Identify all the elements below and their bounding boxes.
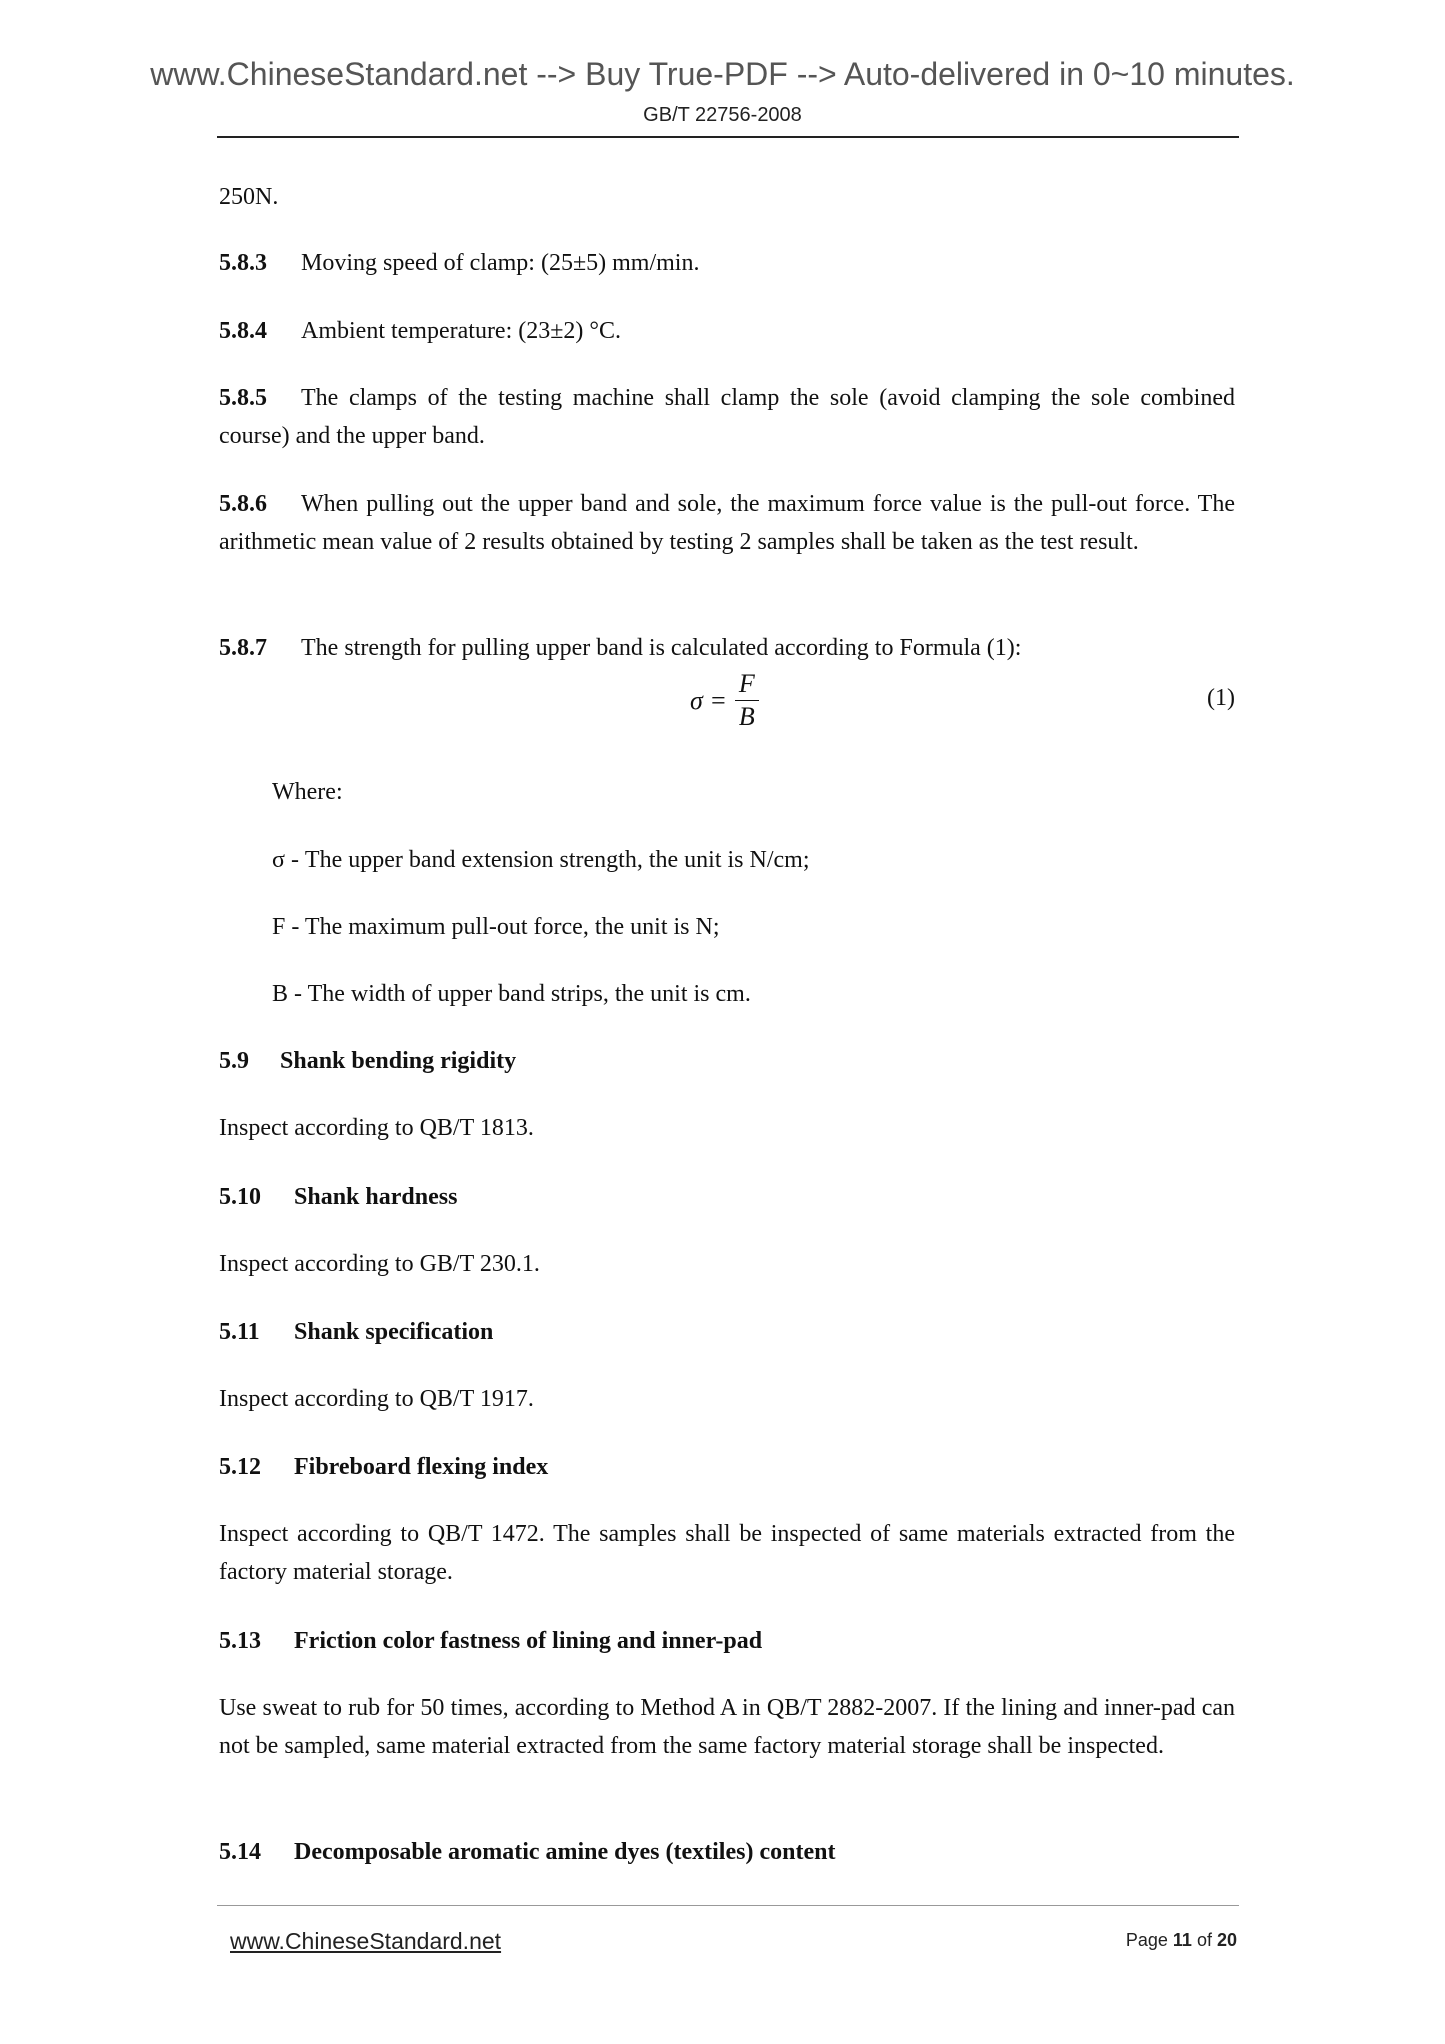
section-title: Shank hardness [294,1184,458,1210]
section-number: 5.10 [219,1184,261,1210]
page-of: of [1196,1930,1212,1950]
clause-5-8-4 [219,312,1235,350]
definition: B - The width of upper band strips, the unit is cm. [272,981,751,1007]
section-number: 5.9 [219,1048,249,1074]
denominator: B [738,702,755,731]
promo-banner: www.ChineseStandard.net --> Buy True-PDF --> Auto-delivered in 0~10 minutes. [150,56,1295,92]
formula [690,668,759,733]
footer-rule [217,1905,1239,1906]
header-rule [217,136,1239,138]
section-heading-5-10 [219,1178,1235,1216]
section-number: 5.12 [219,1454,261,1480]
clause-number: 5.8.4 [219,318,267,344]
section-title: Friction color fastness of lining and inner-pad [294,1628,763,1654]
section-number: 5.11 [219,1319,260,1345]
paragraph: 250N. [219,184,279,210]
section-number: 5.13 [219,1628,261,1654]
section-title: Decomposable aromatic amine dyes (textiles) content [294,1839,836,1865]
clause-number: 5.8.3 [219,250,267,276]
section-heading-5-14 [219,1833,1235,1871]
definition: σ - The upper band extension strength, the unit is N/cm; [272,847,810,873]
paragraph: Inspect according to QB/T 1813. [219,1115,534,1141]
page-total: 20 [1216,1930,1237,1950]
clause-5-8-6 [219,485,1235,561]
page-prefix: Page [1125,1930,1168,1950]
clause-text: Ambient temperature: (23±2) °C. [301,318,622,344]
clause-5-8-5 [219,379,1235,455]
footer-site-link[interactable]: www.ChineseStandard.net [230,1928,502,1954]
paragraph: Inspect according to QB/T 1917. [219,1386,534,1412]
section-title: Fibreboard flexing index [294,1454,549,1480]
section-title: Shank bending rigidity [280,1048,517,1074]
section-title: Shank specification [294,1319,494,1345]
paragraph: Inspect according to GB/T 230.1. [219,1251,540,1277]
section-heading-5-12 [219,1448,1235,1486]
where-label: Where: [272,779,343,805]
fraction [735,668,759,733]
clause-text: Moving speed of clamp: (25±5) mm/min. [301,250,700,276]
paragraph: Use sweat to rub for 50 times, according to Method A in QB/T 2882-2007. If the lining and inner-pad can not be sampled, same material extracted from the same factory material storage shall be inspected. [219,1695,1235,1759]
formula-lhs: σ = [690,685,727,715]
clause-text: The strength for pulling upper band is calculated according to Formula (1): [301,635,1022,661]
clause-number: 5.8.5 [219,385,267,411]
section-heading-5-11 [219,1313,1235,1351]
page-number: 11 [1172,1930,1192,1950]
page-indicator [1126,1930,1237,1951]
section-heading-5-9 [219,1042,1235,1080]
numerator: F [735,668,759,701]
clause-text: When pulling out the upper band and sole, the maximum force value is the pull-out force. The arithmetic mean value of 2 results obtained by testing 2 samples shall be taken as the test result. [219,491,1235,555]
clause-5-8-7 [219,629,1235,667]
section-heading-5-13 [219,1622,1235,1660]
clause-number: 5.8.6 [219,491,267,517]
clause-5-8-3 [219,244,1235,282]
clause-number: 5.8.7 [219,635,267,661]
paragraph: Inspect according to QB/T 1472. The samples shall be inspected of same materials extracted from the factory material storage. [219,1521,1235,1585]
definition: F - The maximum pull-out force, the unit is N; [272,914,720,940]
section-number: 5.14 [219,1839,261,1865]
document-id: GB/T 22756-2008 [643,104,802,126]
clause-text: The clamps of the testing machine shall clamp the sole (avoid clamping the sole combined course) and the upper band. [219,385,1235,449]
equation-number: (1) [1207,685,1235,711]
